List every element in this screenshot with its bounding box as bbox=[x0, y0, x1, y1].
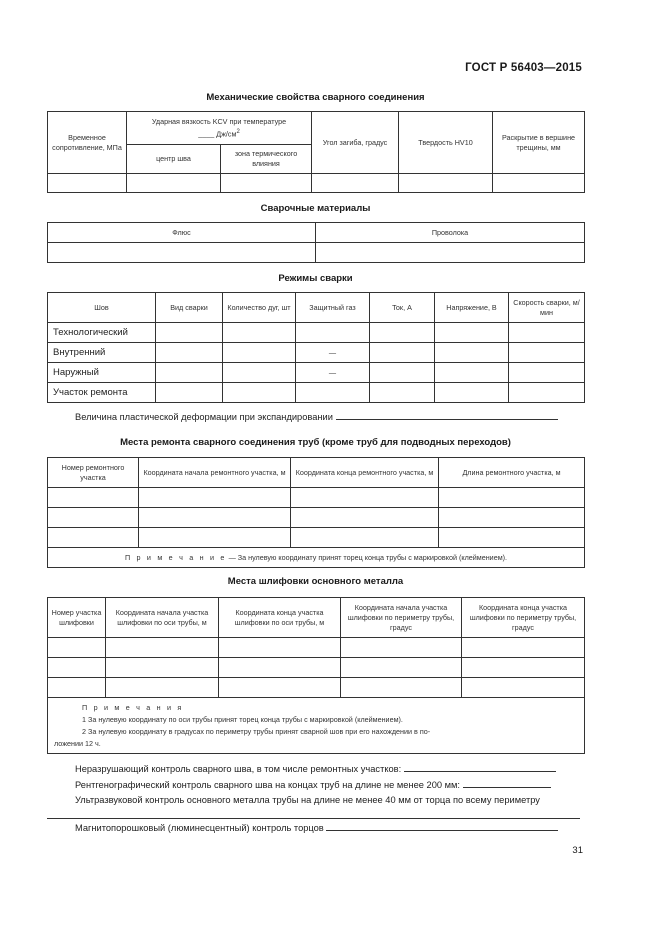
table-cell[interactable] bbox=[223, 343, 296, 363]
plastic-deformation-label: Величина пластической деформации при экспандировании bbox=[75, 412, 333, 422]
plastic-deformation-line bbox=[75, 411, 558, 422]
grinding-note-1: 1 За нулевую координату по оси трубы принят торец конца трубы с маркировкой (клеймением). bbox=[82, 714, 403, 724]
table-cell[interactable] bbox=[341, 658, 462, 678]
table-cell[interactable] bbox=[370, 383, 435, 403]
col-header-kcv bbox=[127, 112, 312, 145]
ndt-field[interactable] bbox=[404, 763, 556, 772]
table-cell[interactable] bbox=[127, 174, 221, 193]
table-cell[interactable] bbox=[370, 323, 435, 343]
table-cell[interactable] bbox=[106, 678, 219, 698]
ultrasonic-line bbox=[75, 795, 540, 805]
page-number: 31 bbox=[572, 845, 583, 856]
table-cell[interactable] bbox=[291, 528, 439, 548]
col-header-flux: Флюс bbox=[48, 223, 316, 243]
table-row bbox=[48, 638, 585, 658]
gas-cell[interactable] bbox=[296, 323, 370, 343]
repair-note-label: П р и м е ч а н и е bbox=[124, 552, 227, 562]
table-cell[interactable] bbox=[139, 528, 291, 548]
table-cell[interactable] bbox=[48, 174, 127, 193]
table-cell[interactable] bbox=[509, 363, 585, 383]
document-id: ГОСТ Р 56403—2015 bbox=[465, 62, 582, 74]
table-cell[interactable] bbox=[48, 528, 139, 548]
grinding-note-2-continued: ложении 12 ч. bbox=[54, 738, 101, 748]
grinding-notes-label: П р и м е ч а н и я bbox=[82, 702, 184, 712]
table-cell[interactable] bbox=[509, 343, 585, 363]
ndt-label: Неразрушающий контроль сварного шва, в том числе ремонтных участков: bbox=[75, 764, 402, 774]
table-cell[interactable] bbox=[156, 383, 223, 403]
ultrasonic-label: Ультразвуковой контроль основного металла трубы на длине не менее 40 мм от торца по всему периметру bbox=[75, 795, 540, 805]
col-header-repair-start: Координата начала ремонтного участка, м bbox=[139, 458, 291, 488]
table-row bbox=[48, 363, 585, 383]
table-cell[interactable] bbox=[219, 658, 341, 678]
table-cell[interactable] bbox=[156, 343, 223, 363]
table-cell[interactable] bbox=[462, 678, 585, 698]
mech-section-title: Механические свойства сварного соединения bbox=[206, 92, 425, 103]
table-cell[interactable] bbox=[291, 488, 439, 508]
table-cell[interactable] bbox=[341, 638, 462, 658]
col-header-bend-angle: Угол загиба, градус bbox=[312, 112, 399, 174]
col-header-arc-count: Количество дуг, шт bbox=[223, 293, 296, 323]
repair-section-title: Места ремонта сварного соединения труб (кроме труб для подводных переходов) bbox=[120, 437, 511, 448]
col-header-grinding-number: Номер участка шлифовки bbox=[48, 598, 106, 638]
grinding-notes bbox=[48, 698, 585, 754]
ndt-line bbox=[75, 763, 556, 774]
gas-cell[interactable]: — bbox=[296, 343, 370, 363]
table-cell[interactable] bbox=[509, 383, 585, 403]
col-header-weld-kind: Вид сварки bbox=[156, 293, 223, 323]
xray-field[interactable] bbox=[463, 779, 551, 788]
table-cell[interactable] bbox=[139, 508, 291, 528]
table-row bbox=[48, 383, 585, 403]
table-cell[interactable] bbox=[370, 363, 435, 383]
repair-note-text: — За нулевую координату принят торец конца трубы с маркировкой (клеймением). bbox=[226, 552, 508, 562]
table-row bbox=[48, 528, 585, 548]
row-label: Внутренний bbox=[48, 343, 156, 363]
magnetic-line bbox=[75, 822, 558, 833]
table-cell[interactable] bbox=[48, 678, 106, 698]
table-cell[interactable] bbox=[156, 323, 223, 343]
table-cell[interactable] bbox=[439, 528, 585, 548]
col-header-repair-end: Координата конца ремонтного участка, м bbox=[291, 458, 439, 488]
plastic-deformation-field[interactable] bbox=[336, 411, 558, 420]
xray-line bbox=[75, 779, 551, 790]
col-header-crack-opening: Раскрытие в вершине трещины, мм bbox=[493, 112, 585, 174]
col-header-wire: Проволока bbox=[316, 223, 585, 243]
table-cell[interactable] bbox=[439, 508, 585, 528]
table-cell[interactable] bbox=[439, 488, 585, 508]
materials-section-title: Сварочные материалы bbox=[260, 203, 371, 214]
table-cell[interactable] bbox=[156, 363, 223, 383]
table-cell[interactable] bbox=[219, 678, 341, 698]
table-cell[interactable] bbox=[509, 323, 585, 343]
col-header-seam-center: центр шва bbox=[127, 145, 221, 174]
table-cell[interactable] bbox=[462, 638, 585, 658]
table-cell[interactable] bbox=[223, 363, 296, 383]
repair-table bbox=[47, 457, 585, 568]
col-header-perimeter-start: Координата начала участка шлифовки по периметру трубы, градус bbox=[341, 598, 462, 638]
table-row bbox=[48, 323, 585, 343]
table-cell[interactable] bbox=[48, 488, 139, 508]
grinding-section-title: Места шлифовки основного металла bbox=[227, 576, 404, 587]
table-cell[interactable] bbox=[219, 638, 341, 658]
grinding-note-2: 2 За нулевую координату в градусах по периметру трубы принят сварной шов при его нахождении в по- bbox=[82, 726, 431, 736]
table-cell[interactable] bbox=[106, 638, 219, 658]
col-header-seam: Шов bbox=[48, 293, 156, 323]
modes-section-title: Режимы сварки bbox=[278, 273, 353, 284]
table-cell[interactable] bbox=[493, 174, 585, 193]
table-cell[interactable] bbox=[48, 638, 106, 658]
col-header-haz: зона термического влияния bbox=[221, 145, 312, 174]
row-label: Технологический bbox=[48, 323, 156, 343]
table-row bbox=[48, 658, 585, 678]
table-cell[interactable] bbox=[316, 243, 585, 263]
table-cell[interactable] bbox=[435, 323, 509, 343]
col-header-repair-length: Длина ремонтного участка, м bbox=[439, 458, 585, 488]
table-row bbox=[48, 678, 585, 698]
magnetic-field[interactable] bbox=[326, 822, 558, 831]
table-cell[interactable] bbox=[435, 363, 509, 383]
col-header-hardness: Твердость HV10 bbox=[399, 112, 493, 174]
table-cell[interactable] bbox=[223, 323, 296, 343]
col-header-current: Ток, А bbox=[370, 293, 435, 323]
table-cell[interactable] bbox=[221, 174, 312, 193]
row-label: Участок ремонта bbox=[48, 383, 156, 403]
kcv-label: Ударная вязкость KCV при температуре bbox=[151, 116, 287, 126]
table-row bbox=[48, 343, 585, 363]
table-cell[interactable] bbox=[435, 383, 509, 403]
gas-cell[interactable] bbox=[296, 383, 370, 403]
welding-modes-table bbox=[47, 292, 585, 403]
col-header-axis-start: Координата начала участка шлифовки по оси трубы, м bbox=[106, 598, 219, 638]
table-cell[interactable] bbox=[341, 678, 462, 698]
table-row bbox=[48, 174, 585, 193]
table-cell[interactable] bbox=[223, 383, 296, 403]
table-row bbox=[48, 243, 585, 263]
table-cell[interactable] bbox=[48, 508, 139, 528]
kcv-unit: ____ Дж/см bbox=[198, 129, 237, 139]
xray-label: Рентгенографический контроль сварного шва на концах труб на длине не менее 200 мм: bbox=[75, 780, 460, 790]
table-cell[interactable] bbox=[48, 243, 316, 263]
table-cell[interactable] bbox=[312, 174, 399, 193]
col-header-speed: Скорость сварки, м/мин bbox=[509, 293, 585, 323]
row-label: Наружный bbox=[48, 363, 156, 383]
table-row bbox=[48, 508, 585, 528]
table-cell[interactable] bbox=[435, 343, 509, 363]
col-header-shield-gas: Защитный газ bbox=[296, 293, 370, 323]
table-cell[interactable] bbox=[399, 174, 493, 193]
col-header-voltage: Напряжение, В bbox=[435, 293, 509, 323]
table-cell[interactable] bbox=[139, 488, 291, 508]
table-row bbox=[48, 488, 585, 508]
table-cell[interactable] bbox=[370, 343, 435, 363]
gas-cell[interactable]: — bbox=[296, 363, 370, 383]
table-cell[interactable] bbox=[462, 658, 585, 678]
col-header-perimeter-end: Координата конца участка шлифовки по периметру трубы, градус bbox=[462, 598, 585, 638]
col-header-repair-number: Номер ремонтного участка bbox=[48, 458, 139, 488]
magnetic-label: Магнитопорошковый (люминесцентный) контроль торцов bbox=[75, 823, 324, 833]
col-header-axis-end: Координата конца участка шлифовки по оси трубы, м bbox=[219, 598, 341, 638]
table-cell[interactable] bbox=[106, 658, 219, 678]
grinding-table bbox=[47, 597, 585, 754]
table-cell[interactable] bbox=[48, 658, 106, 678]
table-cell[interactable] bbox=[291, 508, 439, 528]
col-header-resistance: Временное сопротивление, МПа bbox=[48, 112, 127, 174]
repair-note bbox=[48, 548, 585, 568]
mech-properties-table bbox=[47, 111, 585, 193]
ultrasonic-field[interactable] bbox=[47, 818, 580, 819]
kcv-unit-exponent: 2 bbox=[236, 128, 240, 135]
materials-table bbox=[47, 222, 585, 263]
